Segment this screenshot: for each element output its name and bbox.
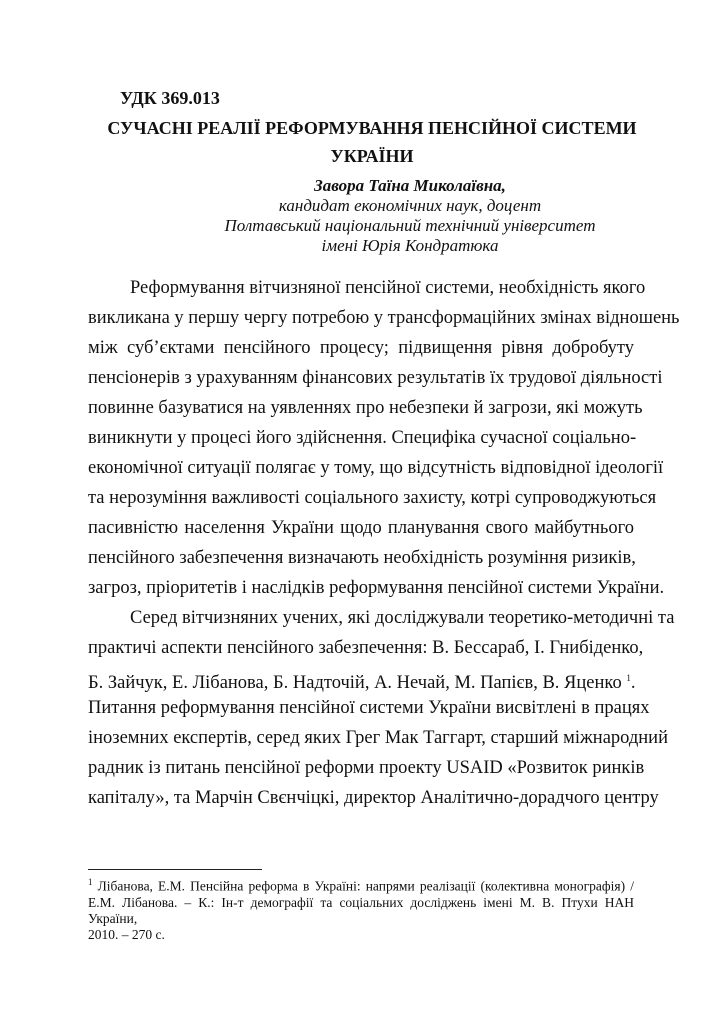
udk-code: УДК 369.013: [120, 88, 220, 108]
author-degree: кандидат економічних наук, доцент: [278, 196, 542, 215]
text-line: практичі аспекти пенсійного забезпечення: В. Бессараб, І. Гнибіденко,: [88, 638, 644, 658]
paragraph-2: [88, 603, 675, 813]
paragraph-1: [88, 273, 680, 603]
author-name: Завора Таїна Миколаївна,: [314, 176, 506, 195]
author-affiliation: Полтавський національний технічний університет: [224, 216, 596, 235]
text-line: та нерозуміння важливості соціального захисту, котрі супроводжуються: [88, 488, 657, 508]
text-line: капіталу», та Марчін Свєнчіцкі, директор Аналітично-дорадчого центру: [88, 788, 659, 808]
footnote-separator: [88, 869, 262, 870]
text-line: загроз, пріоритетів і наслідків реформування пенсійної системи України.: [88, 578, 665, 598]
article-title-line-1: СУЧАСНІ РЕАЛІЇ РЕФОРМУВАННЯ ПЕНСІЙНОЇ СИСТЕМИ: [107, 118, 637, 138]
text-line: Серед вітчизняних учених, які досліджували теоретико-методичні та: [130, 608, 675, 628]
footnote-reference[interactable]: 1: [626, 673, 631, 683]
article-title-line-2: УКРАЇНИ: [330, 146, 414, 166]
text-line: повинне базуватися на уявленнях про небезпеки й загрози, які можуть: [88, 398, 643, 418]
text-line: Питання реформування пенсійної системи України висвітлені в працях: [88, 698, 650, 718]
body-text: [88, 273, 680, 813]
text-line: іноземних експертів, серед яких Грег Мак Таггарт, старший міжнародний: [88, 728, 668, 748]
text-line: радник із питань пенсійної реформи проекту USAID «Розвиток ринків: [88, 758, 645, 778]
footnote-line: 2010. – 270 с.: [88, 926, 165, 942]
text-line: між суб’єктами пенсійного процесу; підвищення рівня добробуту: [88, 338, 634, 358]
text-line: пасивністю населення України щодо планування свого майбутнього: [88, 518, 634, 538]
footnote: [88, 874, 634, 943]
text-line-with-footnote: Б. Зайчук, Е. Лібанова, Б. Надточій, А. Нечай, М. Папієв, В. Яценко $^1$.: [88, 673, 636, 694]
text-line: Реформування вітчизняної пенсійної системи, необхідність якого: [130, 278, 646, 298]
text-line: виникнути у процесі його здійснення. Специфіка сучасної соціально-: [88, 428, 637, 448]
footnote-text: Лібанова, Е.М. Пенсійна реформа в Україні: напрями реалізації (колективна монографія) /: [97, 878, 635, 894]
footnote-line: [88, 874, 634, 895]
footnote-mark: 1: [88, 877, 93, 887]
text-line: Б. Зайчук, Е. Лібанова, Б. Надточій, А. Нечай, М. Папієв, В. Яценко: [88, 673, 622, 694]
footnote-line: Е.М. Лібанова. – К.: Ін-т демографії та соціальних досліджень імені М. В. Птухи НАН України,: [88, 894, 634, 926]
text-line: пенсійного забезпечення визначають необхідність розуміння ризиків,: [88, 548, 636, 568]
text-line: пенсіонерів з урахуванням фінансових результатів їх трудової діяльності: [88, 368, 663, 388]
author-affiliation-2: імені Юрія Кондратюка: [321, 236, 499, 255]
text-line: викликана у першу чергу потребою у трансформаційних змінах відношень: [88, 308, 680, 328]
text-line: економічної ситуації полягає у тому, що відсутність відповідної ідеології: [88, 458, 664, 478]
